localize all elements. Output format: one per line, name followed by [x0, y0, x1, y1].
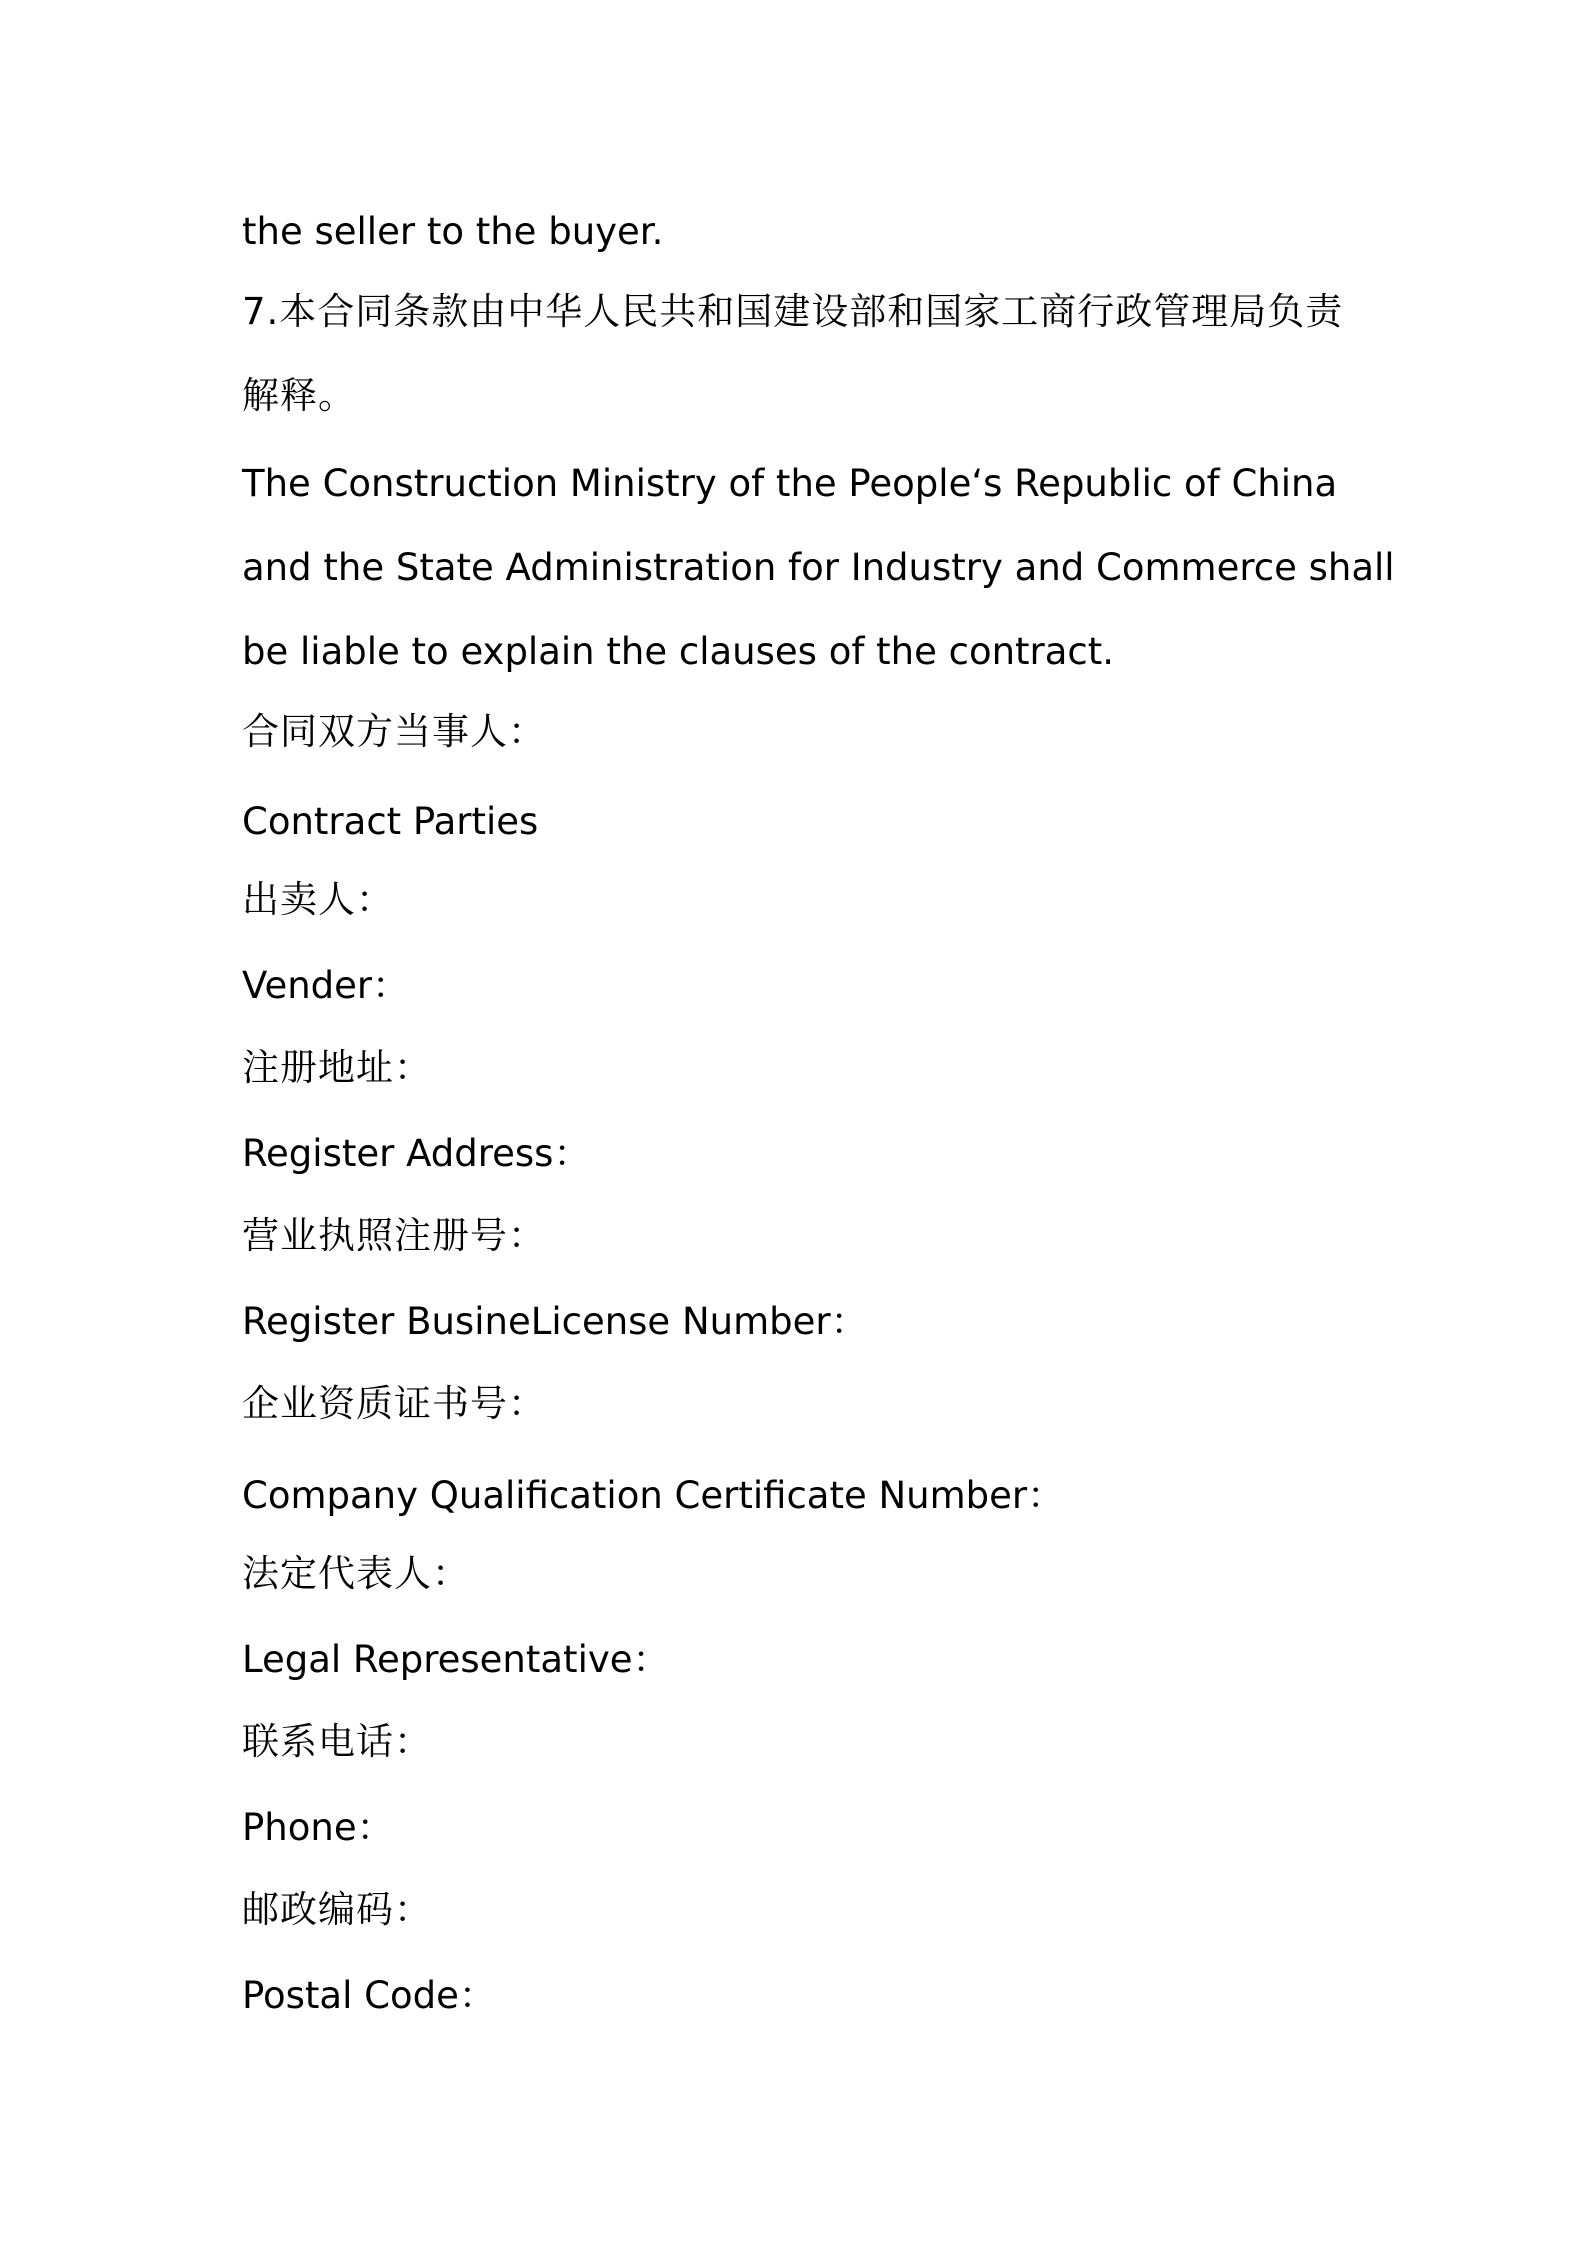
label-phone-cn: 联系电话： — [242, 1720, 432, 1763]
label-contract-parties-cn: 合同双方当事人： — [242, 710, 546, 753]
text-line-clause-7-cn-cont: 解释。 — [242, 374, 356, 417]
label-business-license-cn: 营业执照注册号： — [242, 1214, 546, 1257]
label-contract-parties-en: Contract Parties — [242, 800, 539, 843]
label-register-address-en: Register Address： — [242, 1132, 591, 1175]
text-line-seller-buyer: the seller to the buyer. — [242, 210, 664, 253]
label-qualification-cert-cn: 企业资质证书号： — [242, 1382, 546, 1425]
label-vender-cn: 出卖人： — [242, 878, 394, 921]
label-qualification-cert-en: Company Qualification Certificate Number： — [242, 1474, 1065, 1517]
text-line-clause-7-en-1: The Construction Ministry of the People‘s Republic of China — [242, 462, 1338, 505]
label-postal-code-cn: 邮政编码： — [242, 1888, 432, 1931]
label-register-address-cn: 注册地址： — [242, 1046, 432, 1089]
label-vender-en: Vender： — [242, 964, 410, 1007]
text-line-clause-7-cn: 7.本合同条款由中华人民共和国建设部和国家工商行政管理局负责 — [242, 290, 1344, 333]
label-legal-rep-cn: 法定代表人： — [242, 1552, 470, 1595]
label-business-license-en: Register BusineLicense Number： — [242, 1300, 868, 1343]
label-legal-rep-en: Legal Representative： — [242, 1638, 670, 1681]
text-line-clause-7-en-3: be liable to explain the clauses of the contract. — [242, 630, 1115, 673]
label-postal-code-en: Postal Code： — [242, 1974, 496, 2017]
text-line-clause-7-en-2: and the State Administration for Industry and Commerce shall — [242, 546, 1395, 589]
label-phone-en: Phone： — [242, 1806, 394, 1849]
